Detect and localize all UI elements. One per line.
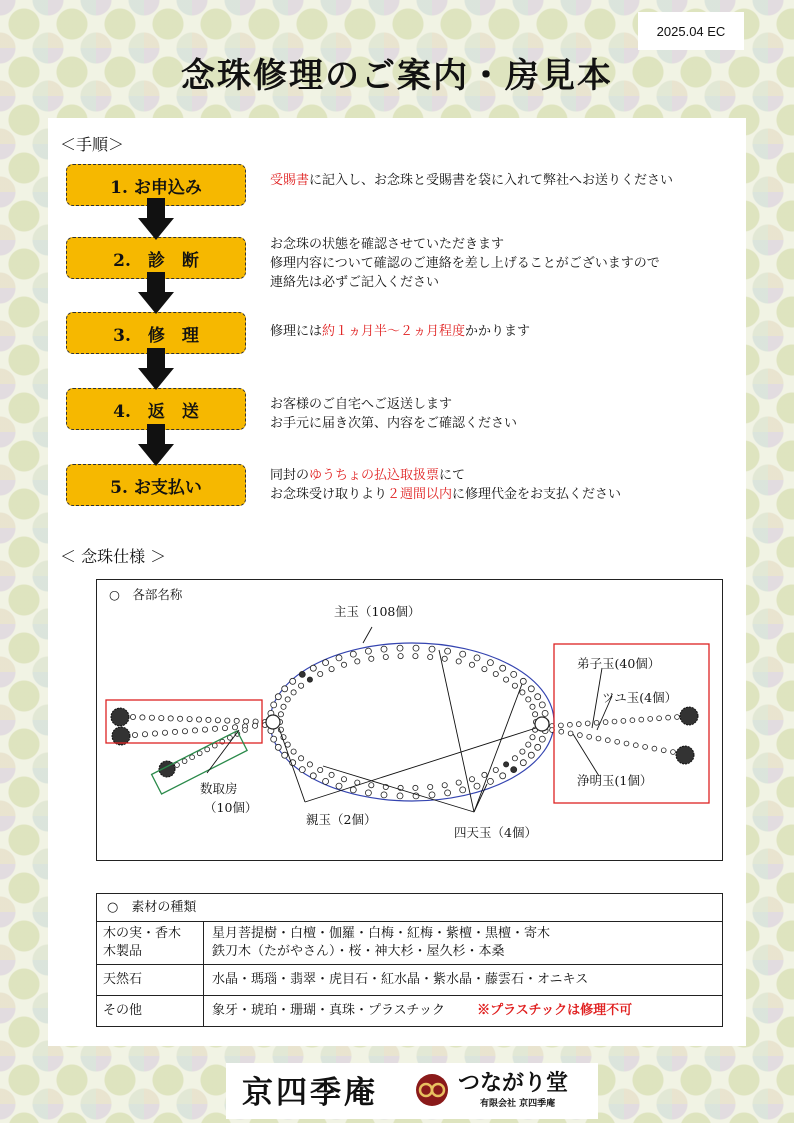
tassel-ball [111,708,129,726]
description-text: 修理には [270,324,323,339]
material-category [97,922,204,965]
step-3-label: 3. 修 理 [113,325,199,346]
right-strands [550,715,680,755]
oya-dama-left [266,715,280,729]
step-4-label: 4. 返 送 [113,401,199,422]
table-row [97,996,723,1027]
logo-kyoshikian: 京四季庵 [242,1075,378,1111]
edition-text: 2025.04 EC [656,23,726,39]
oya-dama-right [535,717,549,731]
rosary-illustration [97,580,724,862]
materials-table [96,893,723,1027]
tassel-ball [676,746,694,764]
tassel-ball [680,707,698,725]
down-arrow-icon [138,198,174,242]
material-items [204,996,723,1027]
description-text: お念珠の状態を確認させていただきます [270,237,505,252]
label-jomyodama: 浄明玉(1個） [577,773,653,788]
spec-heading: ＜ 念珠仕様 ＞ [60,547,167,566]
label-tsuyudama: ツユ玉(4個） [602,690,678,705]
description-line [270,273,660,292]
left-strands [130,714,267,767]
logo-company-name: 有限会社 京四季庵 [480,1099,556,1109]
parts-diagram [96,579,723,861]
down-arrow-icon [138,348,174,392]
highlight-text: ゆうちょの払込取扱票 [309,468,440,483]
material-category-line: 木製品 [103,944,143,959]
description-line [270,414,517,433]
material-category: その他 [97,996,204,1027]
tsunagari-mark-icon [414,1072,450,1108]
label-deshidama: 弟子玉(40個） [577,656,661,671]
description-text: に記入し、お念珠と受賜書を袋に入れて弊社へお送りください [309,173,674,188]
description-line [270,322,530,341]
procedure-heading: ＜手順＞ [60,135,125,154]
table-row [97,894,723,922]
description-text: お手元に届き次第、内容をご確認ください [270,416,518,431]
description-text: に修理代金をお支払ください [452,487,622,502]
logo-tsunagarido: つながり堂 [458,1071,569,1096]
description-text: 連絡先は必ずご記入ください [270,275,440,290]
label-shudama: 主玉（108個） [334,604,421,619]
step-5-description [270,466,621,504]
down-arrow-icon [138,272,174,316]
description-text: かかります [465,324,531,339]
step-5-label: 5. お支払い [110,477,202,498]
materials-heading: ○ 素材の種類 [97,894,723,922]
page-title: 念珠修理のご案内・房見本 [181,56,613,96]
table-row [97,922,723,965]
step-3-description [270,322,530,341]
description-text: 同封の [270,468,310,483]
step-2-description [270,235,660,292]
highlight-text: ２週間以内 [387,487,453,502]
label-kazutori-count: （10個） [204,800,258,815]
material-note: ※プラスチックは修理不可 [477,1003,633,1018]
description-line [270,235,660,254]
parts-heading: ○ 各部名称 [109,587,183,602]
material-category-line: 木の実・香木 [103,926,182,941]
down-arrow-icon [138,424,174,468]
main-beads [267,645,549,799]
step-2-label: 2. 診 断 [113,250,199,271]
description-text: にて [439,468,466,483]
tassel-ball [112,727,130,745]
description-text: お念珠受け取りより [270,487,388,502]
description-line [270,466,621,485]
edition-badge [638,12,744,50]
step-1-label: 1. お申込み [110,177,202,198]
description-text: お客様のご自宅へご返送します [270,397,453,412]
description-text: 修理内容について確認のご連絡を差し上げることがございますので [270,256,660,271]
label-kazutori: 数取房 [200,781,238,796]
description-line [270,171,673,190]
label-oyadama: 親玉（2個） [306,812,377,827]
highlight-text: 受賜書 [270,173,310,188]
table-row [97,965,723,996]
material-items-line: 鉄刀木（たがやさん）・桜・神大杉・屋久杉・本桑 [212,944,505,959]
step-4-description [270,395,517,433]
description-line [270,395,517,414]
highlight-text: 約１ヵ月半～２ヵ月程度 [322,324,466,339]
material-items-line: 星月菩提樹・白檀・伽羅・白梅・紅梅・紫檀・黒檀・寄木 [212,926,551,941]
description-line [270,254,660,273]
footer-logos [226,1063,598,1119]
description-line [270,485,621,504]
label-shitendama: 四天玉（4個） [454,825,537,840]
step-1-description [270,171,673,190]
material-items-line: 象牙・琥珀・珊瑚・真珠・プラスチック [212,1003,445,1018]
material-category: 天然石 [97,965,204,996]
material-items [204,922,723,965]
material-items: 水晶・瑪瑙・翡翠・虎目石・紅水晶・紫水晶・藤雲石・オニキス [204,965,723,996]
step-5-box [66,464,246,506]
